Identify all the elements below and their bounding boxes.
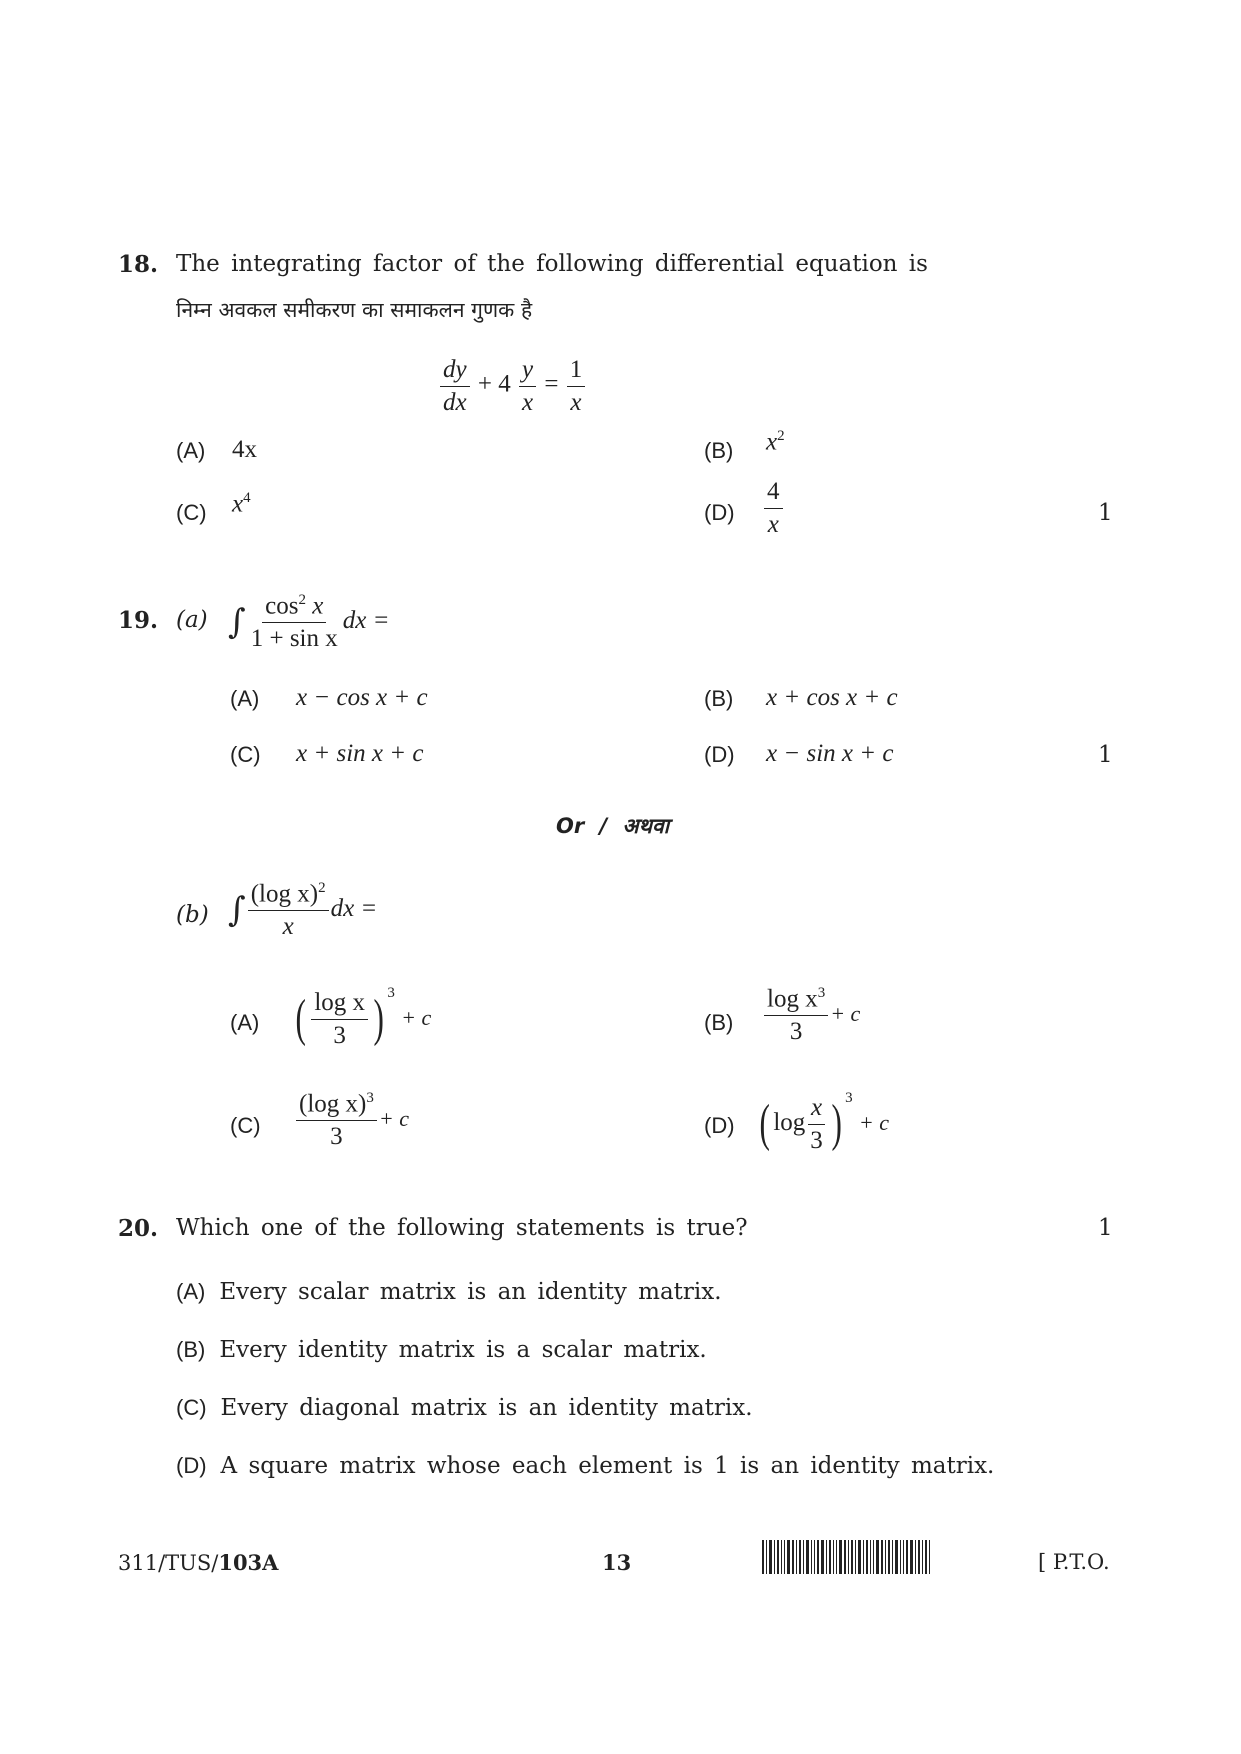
paper-code xyxy=(118,1550,278,1575)
q19b-option-b xyxy=(762,985,860,1045)
q20-option-b xyxy=(176,1337,707,1363)
q19-number: 19. xyxy=(118,607,159,634)
q19b-b-num: log x xyxy=(767,985,818,1013)
q19a-num-exp: 2 xyxy=(298,592,306,608)
q19b-b-den: 3 xyxy=(789,1017,803,1045)
or-separator: / xyxy=(599,814,608,838)
q18-option-b xyxy=(766,428,785,456)
q19b-option-c xyxy=(294,1090,409,1150)
eq-term3-den: x xyxy=(570,388,582,416)
integral-sign-icon: ∫ xyxy=(228,602,246,643)
q20-option-c xyxy=(176,1395,753,1421)
q19b-d-log: log xyxy=(773,1109,806,1136)
page-number: 13 xyxy=(602,1550,632,1575)
eq-equals: = xyxy=(544,370,559,398)
q18-option-c xyxy=(232,490,251,518)
q19b-option-d: ( log $\frac{x}{3}$ ) $^3$ + c xyxy=(759,1090,889,1154)
paper-code-bold: 103A xyxy=(218,1550,279,1575)
integral-sign-icon: ∫ xyxy=(228,890,246,931)
q19a-option-a: x − cos x + c xyxy=(296,684,428,711)
eq-term2-den: x xyxy=(521,388,534,416)
q20-option-d xyxy=(176,1453,994,1479)
q19b-d-tail: + c xyxy=(858,1110,889,1135)
q19b-den: x xyxy=(282,912,294,940)
q20-a-text: Every scalar matrix is an identity matrix. xyxy=(219,1279,722,1305)
or-text-hi: अथवा xyxy=(622,814,670,838)
q20-a-label: (A) xyxy=(176,1279,206,1304)
pto-text: [ P.T.O. xyxy=(1038,1550,1110,1574)
or-divider xyxy=(556,812,669,840)
q19b-num: (log x) xyxy=(250,880,319,908)
q19a-integral xyxy=(228,592,389,652)
q19b-num-exp: 2 xyxy=(318,880,326,896)
q20-c-label: (C) xyxy=(176,1395,207,1420)
q19a-option-a-label: (A) xyxy=(230,686,260,711)
eq-term1-num: dy xyxy=(440,356,470,387)
barcode-icon xyxy=(762,1540,932,1574)
q19b-option-d-label: (D) xyxy=(704,1113,735,1138)
q18-option-b-label: (B) xyxy=(704,438,734,463)
q19b-c-num-exp: 3 xyxy=(366,1090,374,1106)
q18-text-hi: निम्न अवकल समीकरण का समाकलन गुणक है xyxy=(176,298,533,322)
q19b-a-exp: 3 xyxy=(387,985,395,1001)
q19a-num: cos xyxy=(265,592,299,620)
q20-marks: 1 xyxy=(1098,1215,1113,1241)
q20-option-a xyxy=(176,1279,722,1305)
q19b-option-b-label: (B) xyxy=(704,1010,734,1035)
paper-code-prefix: 311/TUS/ xyxy=(118,1551,219,1575)
q18-b-base: x xyxy=(766,428,778,456)
q19b-d-num: x xyxy=(808,1094,825,1125)
q19b-a-num: log x xyxy=(311,989,368,1020)
q18-text-en: The integrating factor of the following differential equation is xyxy=(176,251,928,277)
q18-option-a-label: (A) xyxy=(176,438,206,463)
q19b-c-tail: + c xyxy=(378,1105,409,1131)
q19a-dx: dx = xyxy=(342,606,390,634)
eq-term1-den: dx xyxy=(443,388,467,416)
eq-term3-num: 1 xyxy=(567,356,586,387)
q20-d-text: A square matrix whose each element is 1 is an identity matrix. xyxy=(220,1453,995,1479)
q20-text: Which one of the following statements is true? xyxy=(176,1215,748,1241)
q18-d-den: x xyxy=(767,510,779,538)
q19a-label: (a) xyxy=(176,607,208,633)
q19a-den: 1 + sin x xyxy=(250,624,338,652)
q19b-c-den: 3 xyxy=(330,1122,343,1150)
q18-option-c-label: (C) xyxy=(176,500,207,525)
q19a-option-d-label: (D) xyxy=(704,742,735,767)
q19a-option-b: x + cos x + c xyxy=(766,684,898,711)
q18-c-base: x xyxy=(232,490,244,518)
eq-term2-num: y xyxy=(519,356,536,387)
or-text: Or xyxy=(556,814,585,838)
q19b-a-tail: + c xyxy=(401,1005,432,1030)
q20-c-text: Every diagonal matrix is an identity matrix. xyxy=(220,1395,753,1421)
q19a-option-c-label: (C) xyxy=(230,742,261,767)
q19a-option-d: x − sin x + c xyxy=(766,740,894,767)
q18-option-a: 4x xyxy=(232,436,257,463)
q19b-d-exp: 3 xyxy=(845,1090,853,1106)
q18-equation xyxy=(438,356,587,416)
q19b-c-num: (log x) xyxy=(299,1090,367,1118)
q19b-a-den: 3 xyxy=(333,1021,346,1049)
q18-option-d xyxy=(762,478,785,538)
q19a-option-b-label: (B) xyxy=(704,686,734,711)
q20-number: 20. xyxy=(118,1215,159,1242)
q18-option-d-label: (D) xyxy=(704,500,735,525)
q19b-b-num-exp: 3 xyxy=(817,985,826,1001)
q20-d-label: (D) xyxy=(176,1453,207,1478)
q19b-integral xyxy=(228,880,377,940)
q18-c-exp: 4 xyxy=(243,490,251,506)
q19a-option-c: x + sin x + c xyxy=(296,740,424,767)
q18-marks: 1 xyxy=(1098,500,1113,526)
q18-d-num: 4 xyxy=(764,478,783,509)
q19a-num-var: x xyxy=(312,592,324,620)
eq-plus4: + 4 xyxy=(477,370,511,398)
q19b-b-tail: + c xyxy=(830,1000,861,1026)
q20-b-label: (B) xyxy=(176,1337,206,1362)
q20-b-text: Every identity matrix is a scalar matrix. xyxy=(219,1337,707,1363)
q19b-dx: dx = xyxy=(330,894,378,922)
q18-b-exp: 2 xyxy=(777,428,785,444)
q19b-label: (b) xyxy=(176,902,209,928)
q18-number: 18. xyxy=(118,251,159,278)
q19b-d-den: 3 xyxy=(810,1126,823,1154)
q19b-option-a: ( $\frac{\text{log x}}{3}$ ) $^3$ + c xyxy=(295,985,432,1049)
q19a-marks: 1 xyxy=(1098,742,1113,768)
q19b-option-c-label: (C) xyxy=(230,1113,261,1138)
q19b-option-a-label: (A) xyxy=(230,1010,260,1035)
